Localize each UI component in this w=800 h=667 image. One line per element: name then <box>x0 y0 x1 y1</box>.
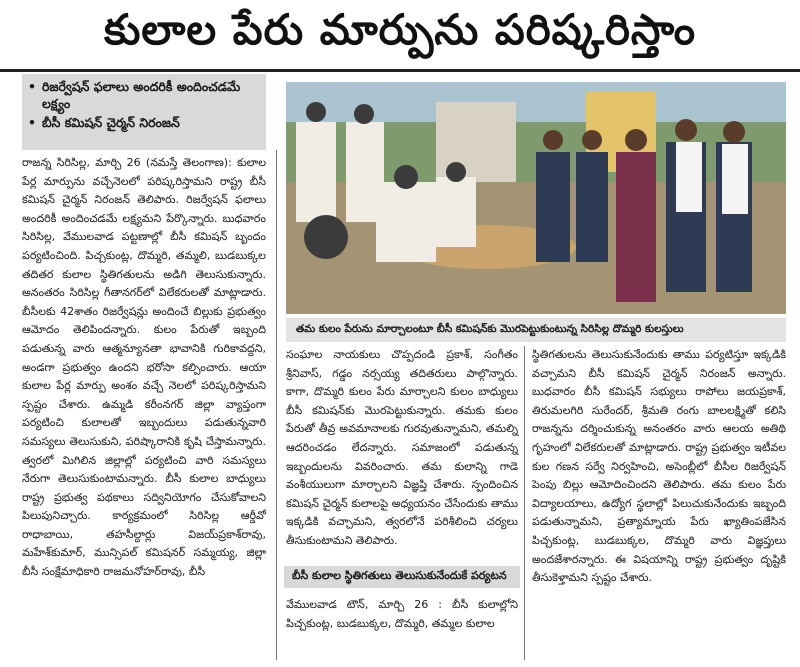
bullet-icon: • <box>28 115 36 130</box>
article-column-2-continued <box>286 596 518 633</box>
column-divider <box>524 346 525 660</box>
photo-caption <box>286 318 786 342</box>
article-column-2 <box>286 346 518 551</box>
column-divider <box>276 150 277 660</box>
article-column-1 <box>22 154 266 582</box>
highlight-text: బీసీ కమిషన్ చైర్మన్ నిరంజన్ <box>42 115 180 130</box>
column-2b-text: వేములవాడ టౌన్, మార్చి 26 : బీసీ కులాల్లోని పిచ్చకుంట్ల, బుడబుక్కల, దొమ్మరి, తమ్మల కులాల <box>286 598 518 630</box>
photo-caption-text: తమ కులం పేరును మార్చాలంటూ బీసీ కమిషన్‌కు మొరపెట్టుకుంటున్న సిరిసిల్ల దొమ్మరి కులస్తులు <box>296 322 684 335</box>
highlight-item <box>28 78 260 112</box>
highlight-item <box>28 114 260 131</box>
subheading <box>284 566 520 588</box>
subheading-text: బీసీ కులాల స్థితిగతులు తెలుసుకునేందుకే పర్యటన <box>292 569 507 582</box>
bullet-icon: • <box>28 79 36 94</box>
column-1-text: రాజన్న సిరిసిల్ల, మార్చి 26 (నమస్తే తెలంగాణ): కులాల పేర్ల మార్పును వచ్చేనెలలో పరిష్కరిస్తామని రాష్ట్ర బీసీ కమిషన్ చైర్మన్ నిరంజన్ తెలిపారు. రిజర్వేషన్ ఫలాలు అందరికీ అందించడమే లక్ష్యమని పేర్కొన్నారు. బుధవారం సిరిసిల్ల, వేములవాడ పట్టణాల్లో బీసీ కమిషన్ బృందం పర్యటించింది. పిచ్చకుంట్ల, దొమ్మరి, తమ్మలి, బుడబుక్కల తదితర కులాల స్థితిగతులను అడిగి తెలుసుకున్నారు. అనంతరం సిరిసిల్ల గీతానగర్‌లో విలేకరులతో మాట్లాడారు. బీసీలకు 42శాతం రిజర్వేషన్లు అందించే బిల్లుకు ప్రభుత్వం ఆమోదం తెలిపిందన్నారు. కులం పేరుతో ఇబ్బంది పడుతున్న వారు ఆత్మన్యూనతా భావానికి గురికావద్దని, అండగా ప్రభుత్వం ఉందని భరోసా కల్పించారు. ఆయా కులాల పేర్ల మార్పు అంశం వచ్చే నెలలో పరిష్కరిస్తామని స్పష్టం చేశారు. ఉమ్మడి కరీంనగర్ జిల్లా వ్యాప్తంగా పర్యటించి కులాలతో ఇబ్బందులు పడుతున్నవారి సమస్యలు తెలుసుకుని, పరిష్కారానికి కృషి చేస్తామన్నారు. త్వరలో మిగిలిన జిల్లాల్లో పర్యటించి వారి సమస్యలు నేరుగా తెలుసుకుంటామన్నారు. బీసీ కులాల బాధ్యులు రాష్ట్ర ప్రభుత్వ పథకాలు సద్వినియోగం చేసుకోవాలని పిలుపునిచ్చారు. కార్యక్రమంలో సిరిసిల్ల ఆర్డీవో రాధాబాయి, తహసీల్దార్లు విజయ్‌ప్రకాశ్‌రావు, మహేశ్‌కుమార్, మున్సిపల్ కమిషనర్ సమ్మయ్య, జిల్లా బీసీ సంక్షేమాధికారి రాజమనోహర్‌రావు, బీసీ <box>22 156 266 579</box>
highlights-box <box>22 74 266 150</box>
meeting-photo-illustration <box>286 82 786 314</box>
column-3-text: స్థితిగతులను తెలుసుకునేందుకు తాము పర్యటిస్తూ ఇక్కడికి వచ్చామని బీసీ కమిషన్ చైర్మన్ నిరంజన్ అన్నారు. బుధవారం బీసీ కమిషన్ సభ్యులు రాపోలు జయప్రకాశ్, తిరుమలగిరి సురేందర్, శ్రీమతి రంగు బాలలక్ష్మితో కలిసి రాజన్నను దర్శించుకున్న అనంతరం వారు ఆలయ అతిథి గృహంలో విలేకరులతో మాట్లాడారు. రాష్ట్ర ప్రభుత్వం ఇటీవల కుల గణన సర్వే నిర్వహించి, అసెంబ్లీలో బీసీల రిజర్వేషన్ పెంపు బిల్లు ఆమోదించిందని తెలిపారు. తమ కులం పేరు విద్యాలయాలు, ఉద్యోగ స్థలాల్లో పిలుచుకునేందుకు ఇబ్బంది పడుతున్నామని, ప్రత్యామ్నాయ పేరు ఖ్యాతింపజేసిన పిచ్చకుంట్ల, బుడబుక్కల, దొమ్మరి వారు విజ్ఞప్తులు అందజేశారన్నారు. ఈ విషయాన్ని రాష్ట్ర ప్రభుత్వం దృష్టికి తీసుకెళ్తామని స్పష్టం చేశారు. <box>532 348 786 585</box>
headline: కులాల పేరు మార్పును పరిష్కరిస్తాం <box>0 0 800 72</box>
news-photo <box>286 82 786 314</box>
highlight-text: రిజర్వేషన్ ఫలాలు అందరికీ అందించడమే లక్ష్యం <box>42 79 241 111</box>
article-column-3 <box>532 346 786 588</box>
column-2-text: సంఘాల నాయకులు చొప్పదండి ప్రకాశ్, సంగీతం శ్రీనివాస్, గడ్డం నర్సయ్య తదితరులు పాల్గొన్నారు. కాగా, దొమ్మరి కులం పేరు మార్చాలని కులం బాధ్యులు బీసీ కమిషన్‌కు మొరపెట్టుకున్నారు. తమకు కులం పేరుతో తీవ్ర అవమానాలకు గురవుతున్నామని, తమల్ని ఆదరించడం లేదన్నారు. సమాజంలో పడుతున్న ఇబ్బందులను వివరించారు. తమ కులాన్ని గాడె వంశీయులుగా మార్చాలని విజ్ఞప్తి చేశారు. స్పందించిన కమిషన్ చైర్మన్ కులాలపై అధ్యయనం చేసేందుకు తాము ఇక్కడికి వచ్చామని, త్వరలోనే పరిశీలించి చర్యలు తీసుకుంటామని తెలిపారు. <box>286 348 518 547</box>
